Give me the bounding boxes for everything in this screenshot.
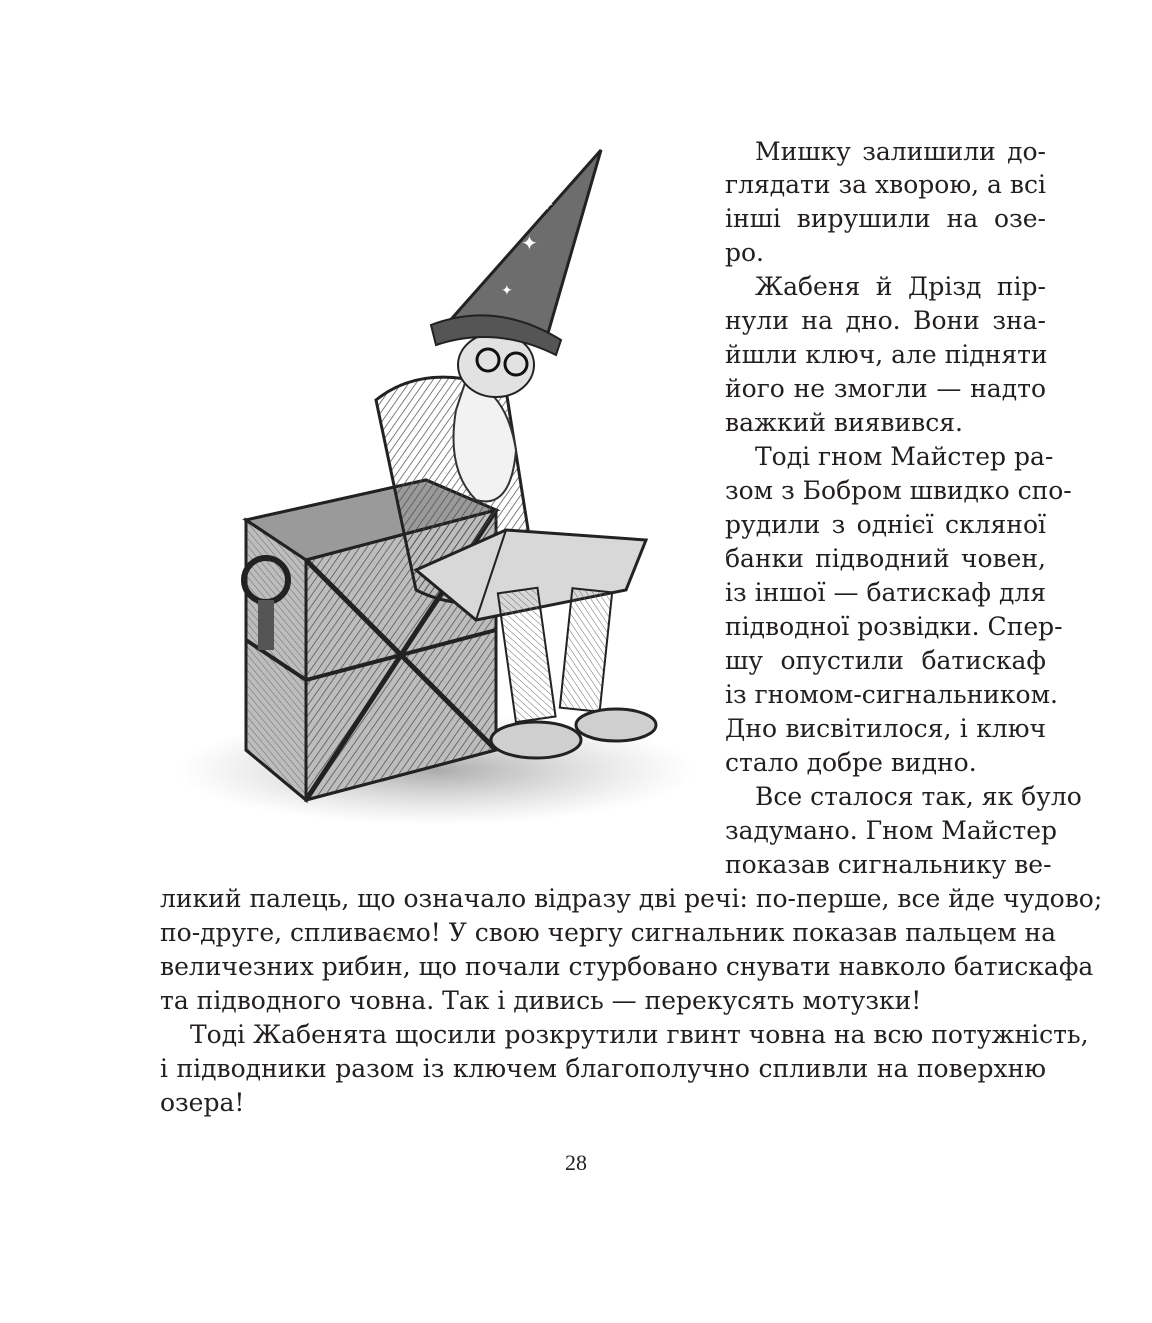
page-number: 28 — [565, 1150, 587, 1175]
text-line: із іншої — батискаф для — [725, 578, 1046, 607]
text-line: стало добре видно. — [725, 748, 977, 777]
text-line: важкий виявився. — [725, 408, 963, 437]
text-line: величезних рибин, що почали стурбовано снувати навколо батискафа — [160, 952, 1094, 981]
text-line: шу опустили батискаф — [725, 646, 1046, 675]
text-line: із гномом-сигнальником. — [725, 680, 1058, 709]
text-line: нули на дно. Вони зна- — [725, 306, 1046, 335]
text-line: задумано. Гном Майстер — [725, 816, 1058, 845]
gnome-wizard-on-chest-icon — [176, 150, 716, 830]
svg-text:✦: ✦ — [541, 195, 555, 214]
text-line: Тоді Жабенята щосили розкрутили гвинт човна на всю потужність, — [190, 1020, 1089, 1049]
text-line: та підводного човна. Так і дивись — перекусять мотузки! — [160, 986, 922, 1015]
text-line: підводної розвідки. Спер- — [725, 612, 1063, 641]
text-line: банки підводний човен, — [725, 544, 1046, 573]
text-line: озера! — [160, 1088, 245, 1117]
text-line: Все сталося так, як було — [755, 782, 1082, 811]
text-line: показав сигнальнику ве- — [725, 850, 1052, 879]
text-line: зом з Бобром швидко спо- — [725, 476, 1072, 505]
illustration-gnome-wizard — [176, 150, 716, 830]
text-line: Тоді гном Майстер ра- — [755, 442, 1054, 471]
text-line: інші вирушили на озе- — [725, 204, 1046, 233]
text-line: Дно висвітилося, і ключ — [725, 714, 1046, 743]
text-line: Жабеня й Дрізд пір- — [755, 272, 1046, 301]
text-line: глядати за хворою, а всі — [725, 170, 1046, 199]
text-line: рудили з однієї скляної — [725, 510, 1046, 539]
text-line: його не змогли — надто — [725, 374, 1046, 403]
svg-text:✦: ✦ — [521, 231, 538, 255]
text-line: по-друге, спливаємо! У свою чергу сигнальник показав пальцем на — [160, 918, 1057, 947]
text-line: йшли ключ, але підняти — [725, 340, 1048, 369]
text-line: Мишку залишили до- — [755, 137, 1046, 166]
text-line: ликий палець, що означало відразу дві речі: по-перше, все йде чудово; — [160, 884, 1103, 913]
text-line: ро. — [725, 238, 765, 267]
text-line: і підводники разом із ключем благополучно спливли на поверхню — [160, 1054, 1046, 1083]
svg-text:✦: ✦ — [501, 283, 513, 299]
